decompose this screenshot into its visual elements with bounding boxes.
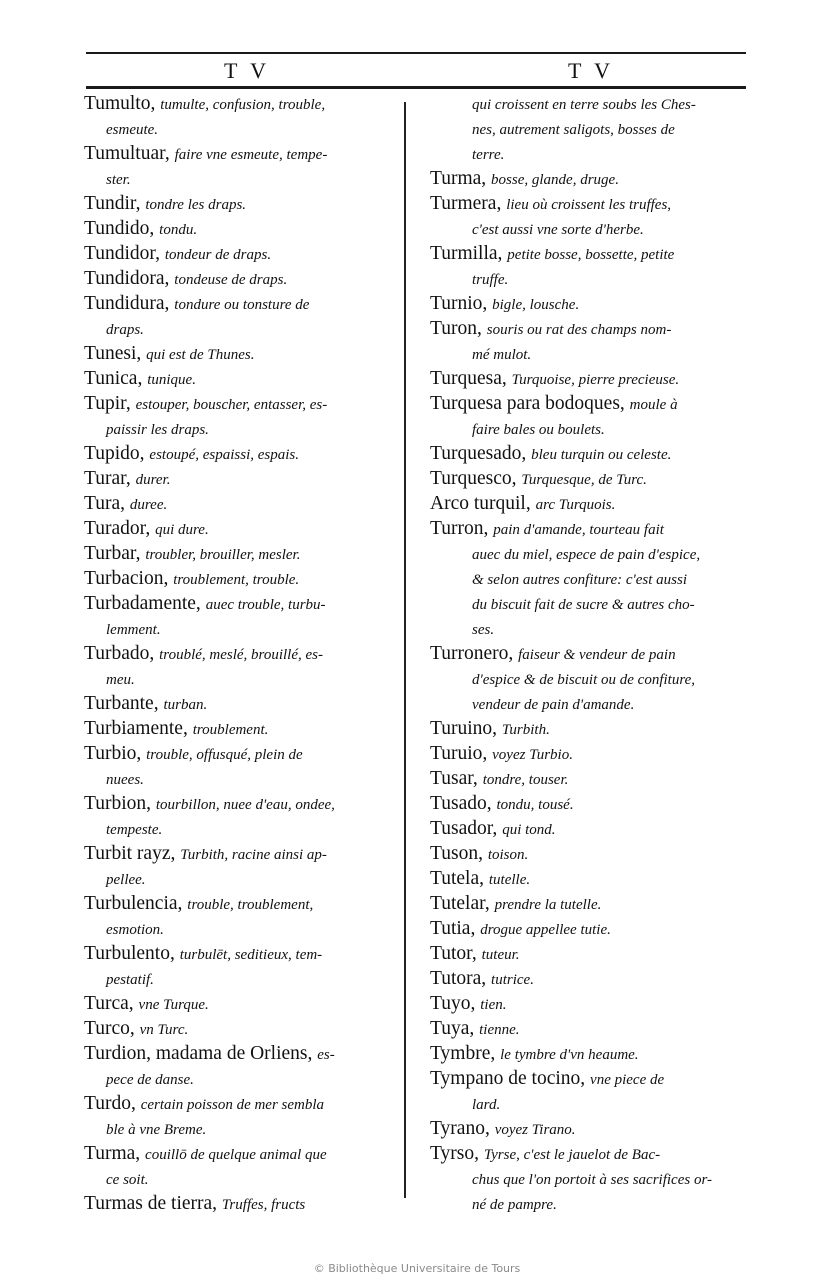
definition: nuees. <box>106 772 144 788</box>
headword: Turma, <box>430 168 487 189</box>
dictionary-entry-line <box>84 917 396 942</box>
dictionary-entry-line <box>84 117 396 142</box>
definition: auec du miel, espece de pain d'espice, <box>472 547 701 563</box>
dictionary-entry-line <box>430 192 742 217</box>
definition: Turbith, racine ainsi ap- <box>180 847 327 863</box>
dictionary-entry-line <box>84 292 396 317</box>
definition: pestatif. <box>106 972 154 988</box>
definition: qui croissent en terre soubs les Ches- <box>472 97 696 113</box>
definition: ster. <box>106 172 131 188</box>
definition: tondeuse de draps. <box>174 272 288 288</box>
dictionary-entry-line <box>430 267 742 292</box>
definition: qui est de Thunes. <box>146 347 255 363</box>
headword: Turdion, madama de Orliens, <box>84 1043 313 1064</box>
dictionary-entry-line <box>84 1117 396 1142</box>
definition: es- <box>317 1047 335 1063</box>
headword: Tunesi, <box>84 343 142 364</box>
definition: petite bosse, bossette, petite <box>507 247 675 263</box>
definition: truffe. <box>472 272 509 288</box>
dictionary-entry-line <box>84 792 396 817</box>
headword: Tupido, <box>84 443 145 464</box>
headword: Tutia, <box>430 918 476 939</box>
dictionary-entry-line <box>84 617 396 642</box>
headword: Turquesado, <box>430 443 527 464</box>
dictionary-entry-line <box>84 867 396 892</box>
definition: & selon autres confiture: c'est aussi <box>472 572 687 588</box>
dictionary-entry-line <box>84 1167 396 1192</box>
headword: Turquesa, <box>430 368 507 389</box>
dictionary-entry-line <box>84 192 396 217</box>
headword: Turronero, <box>430 643 514 664</box>
headword: Turbio, <box>84 743 142 764</box>
headword: Turquesco, <box>430 468 517 489</box>
dictionary-entry-line <box>84 842 396 867</box>
definition: Turquesque, de Turc. <box>521 472 647 488</box>
definition: trouble, offusqué, plein de <box>146 747 303 763</box>
definition: bigle, lousche. <box>492 297 580 313</box>
headword: Tymbre, <box>430 1043 496 1064</box>
dictionary-entry-line <box>84 317 396 342</box>
dictionary-entry-line <box>430 342 742 367</box>
headword: Tyrso, <box>430 1143 480 1164</box>
headword: Turnio, <box>430 293 488 314</box>
headword: Turbar, <box>84 543 141 564</box>
dictionary-entry-line <box>84 1017 396 1042</box>
headword: Turbadamente, <box>84 593 201 614</box>
dictionary-entry-line <box>430 92 742 117</box>
headword: Turron, <box>430 518 489 539</box>
definition: voyez Tirano. <box>494 1122 576 1138</box>
definition: vne piece de <box>590 1072 665 1088</box>
definition: turbulēt, seditieux, tem- <box>179 947 323 963</box>
definition: tutrice. <box>491 972 534 988</box>
dictionary-entry-line <box>84 942 396 967</box>
dictionary-entry-line <box>84 742 396 767</box>
dictionary-entry-line <box>430 167 742 192</box>
definition: arc Turquois. <box>535 497 616 513</box>
headword: Tutela, <box>430 868 484 889</box>
definition: vn Turc. <box>139 1022 189 1038</box>
definition: terre. <box>472 147 505 163</box>
dictionary-entry-line <box>430 892 742 917</box>
header-rule <box>86 86 746 89</box>
definition: lieu où croissent les truffes, <box>506 197 672 213</box>
headword: Tusar, <box>430 768 478 789</box>
headword: Tympano de tocino, <box>430 1068 586 1089</box>
headword: Tupir, <box>84 393 131 414</box>
headword: Turbulento, <box>84 943 175 964</box>
definition: meu. <box>106 672 135 688</box>
headword: Tuson, <box>430 843 483 864</box>
headword: Turbion, <box>84 793 152 814</box>
headword: Turbante, <box>84 693 159 714</box>
left-column <box>84 92 396 1217</box>
dictionary-entry-line <box>430 1092 742 1117</box>
definition: tumulte, confusion, trouble, <box>160 97 326 113</box>
dictionary-entry-line <box>430 317 742 342</box>
definition: d'espice & de biscuit ou de confiture, <box>472 672 696 688</box>
headword: Turon, <box>430 318 482 339</box>
dictionary-entry-line <box>430 392 742 417</box>
dictionary-entry-line <box>430 117 742 142</box>
definition: souris ou rat des champs nom- <box>486 322 672 338</box>
definition: mé mulot. <box>472 347 532 363</box>
copyright-footer: © Bibliothèque Universitaire de Tours <box>313 1262 521 1275</box>
dictionary-entry-line <box>84 92 396 117</box>
headword: Tusador, <box>430 818 498 839</box>
dictionary-entry-line <box>430 642 742 667</box>
dictionary-entry-line <box>84 142 396 167</box>
definition: drogue appellee tutie. <box>480 922 611 938</box>
dictionary-entry-line <box>84 467 396 492</box>
dictionary-entry-line <box>430 417 742 442</box>
dictionary-entry-line <box>84 1042 396 1067</box>
definition: esmotion. <box>106 922 164 938</box>
dictionary-entry-line <box>430 292 742 317</box>
headword: Tusado, <box>430 793 492 814</box>
dictionary-entry-line <box>430 217 742 242</box>
dictionary-entry-line <box>84 542 396 567</box>
dictionary-entry-line <box>84 967 396 992</box>
dictionary-entry-line <box>84 492 396 517</box>
definition: durer. <box>135 472 171 488</box>
definition: duree. <box>129 497 168 513</box>
definition: qui dure. <box>155 522 209 538</box>
headword: Turbulencia, <box>84 893 183 914</box>
dictionary-entry-line <box>430 1017 742 1042</box>
right-column <box>430 92 742 1217</box>
definition: couillō de quelque animal que <box>145 1147 327 1163</box>
definition: bleu turquin ou celeste. <box>531 447 672 463</box>
definition: chus que l'on portoit à ses sacrifices or- <box>472 1172 712 1188</box>
dictionary-entry-line <box>430 1167 742 1192</box>
running-header-right: T V <box>568 58 615 83</box>
definition: qui tond. <box>502 822 556 838</box>
dictionary-entry-line <box>84 892 396 917</box>
dictionary-entry-line <box>84 692 396 717</box>
dictionary-entry-line <box>430 867 742 892</box>
definition: troublé, meslé, brouillé, es- <box>159 647 323 663</box>
dictionary-entry-line <box>430 1192 742 1217</box>
dictionary-entry-line <box>430 792 742 817</box>
dictionary-entry-line <box>84 1067 396 1092</box>
definition: pain d'amande, tourteau fait <box>493 522 664 538</box>
definition: faire vne esmeute, tempe- <box>174 147 328 163</box>
headword: Tuyo, <box>430 993 476 1014</box>
definition: esmeute. <box>106 122 159 138</box>
definition: troubler, brouiller, mesler. <box>145 547 301 563</box>
definition: estouper, bouscher, entasser, es- <box>135 397 328 413</box>
dictionary-entry-line <box>430 767 742 792</box>
dictionary-entry-line <box>430 1142 742 1167</box>
definition: vne Turque. <box>138 997 209 1013</box>
headword: Tura, <box>84 493 125 514</box>
definition: tutelle. <box>488 872 531 888</box>
definition: estoupé, espaissi, espais. <box>149 447 299 463</box>
dictionary-entry-line <box>84 517 396 542</box>
dictionary-entry-line <box>84 667 396 692</box>
definition: tourbillon, nuee d'eau, ondee, <box>155 797 335 813</box>
definition: tunique. <box>147 372 196 388</box>
dictionary-entry-line <box>84 442 396 467</box>
dictionary-entry-line <box>430 817 742 842</box>
dictionary-entry-line <box>84 567 396 592</box>
definition: tondre les draps. <box>145 197 247 213</box>
headword: Turbiamente, <box>84 718 188 739</box>
dictionary-entry-line <box>430 1067 742 1092</box>
dictionary-entry-line <box>84 1092 396 1117</box>
headword: Turbado, <box>84 643 155 664</box>
definition: faiseur & vendeur de pain <box>518 647 676 663</box>
headword: Tundidor, <box>84 243 160 264</box>
headword: Tundir, <box>84 193 141 214</box>
dictionary-entry-line <box>84 642 396 667</box>
running-header-left: T V <box>224 58 271 83</box>
headword: Turco, <box>84 1018 135 1039</box>
definition: voyez Turbio. <box>492 747 573 763</box>
dictionary-entry-line <box>430 467 742 492</box>
dictionary-entry-line <box>84 592 396 617</box>
definition: pece de danse. <box>106 1072 194 1088</box>
definition: le tymbre d'vn heaume. <box>500 1047 639 1063</box>
definition: ses. <box>472 622 495 638</box>
headword: Turdo, <box>84 1093 136 1114</box>
definition: vendeur de pain d'amande. <box>472 697 635 713</box>
dictionary-entry-line <box>84 392 396 417</box>
definition: tondu. <box>159 222 198 238</box>
definition: lard. <box>472 1097 501 1113</box>
definition: Truffes, fructs <box>221 1197 306 1213</box>
dictionary-entry-line <box>430 942 742 967</box>
definition: pellee. <box>106 872 146 888</box>
dictionary-entry-line <box>84 242 396 267</box>
dictionary-entry-line <box>430 592 742 617</box>
definition: prendre la tutelle. <box>494 897 602 913</box>
dictionary-entry-line <box>430 742 742 767</box>
definition: certain poisson de mer sembla <box>140 1097 325 1113</box>
headword: Turador, <box>84 518 151 539</box>
definition: Turbith. <box>501 722 550 738</box>
dictionary-entry-line <box>430 992 742 1017</box>
dictionary-entry-line <box>430 1042 742 1067</box>
dictionary-entry-line <box>430 517 742 542</box>
definition: né de pampre. <box>472 1197 557 1213</box>
dictionary-entry-line <box>430 667 742 692</box>
dictionary-entry-line <box>84 817 396 842</box>
definition: nes, autrement saligots, bosses de <box>472 122 675 138</box>
dictionary-entry-line <box>430 1117 742 1142</box>
definition: bosse, glande, druge. <box>491 172 619 188</box>
definition: tempeste. <box>106 822 163 838</box>
definition: faire bales ou boulets. <box>472 422 605 438</box>
definition: trouble, troublement, <box>187 897 314 913</box>
dictionary-entry-line <box>84 367 396 392</box>
dictionary-entry-line <box>430 142 742 167</box>
definition: troublement, trouble. <box>173 572 300 588</box>
headword: Turca, <box>84 993 134 1014</box>
definition: toison. <box>487 847 529 863</box>
dictionary-entry-line <box>430 242 742 267</box>
headword: Turmilla, <box>430 243 503 264</box>
top-rule <box>86 52 746 54</box>
definition: Turquoise, pierre precieuse. <box>511 372 680 388</box>
definition: Tyrse, c'est le jauelot de Bac- <box>483 1147 661 1163</box>
definition: tien. <box>480 997 507 1013</box>
dictionary-entry-line <box>430 617 742 642</box>
dictionary-entry-line <box>84 267 396 292</box>
definition: tienne. <box>479 1022 520 1038</box>
definition: ce soit. <box>106 1172 149 1188</box>
definition: tondure ou tonsture de <box>174 297 310 313</box>
headword: Turmas de tierra, <box>84 1193 218 1214</box>
dictionary-entry-line <box>430 917 742 942</box>
dictionary-entry-line <box>430 492 742 517</box>
dictionary-entry-line <box>84 767 396 792</box>
definition: paissir les draps. <box>106 422 209 438</box>
definition: du biscuit fait de sucre & autres cho- <box>472 597 695 613</box>
headword: Arco turquil, <box>430 493 531 514</box>
definition: moule à <box>629 397 678 413</box>
dictionary-entry-line <box>430 567 742 592</box>
headword: Turmera, <box>430 193 502 214</box>
headword: Turquesa para bodoques, <box>430 393 625 414</box>
definition: tondre, touser. <box>482 772 569 788</box>
definition: draps. <box>106 322 144 338</box>
definition: c'est aussi vne sorte d'herbe. <box>472 222 644 238</box>
column-divider <box>404 102 406 1198</box>
headword: Turuio, <box>430 743 488 764</box>
headword: Turma, <box>84 1143 141 1164</box>
headword: Tutelar, <box>430 893 490 914</box>
dictionary-entry-line <box>430 842 742 867</box>
headword: Turar, <box>84 468 131 489</box>
headword: Tundidura, <box>84 293 170 314</box>
headword: Turuino, <box>430 718 498 739</box>
headword: Tundidora, <box>84 268 170 289</box>
dictionary-entry-line <box>84 992 396 1017</box>
dictionary-entry-line <box>84 1142 396 1167</box>
headword: Tumultuar, <box>84 143 170 164</box>
dictionary-entry-line <box>430 442 742 467</box>
dictionary-entry-line <box>430 967 742 992</box>
headword: Tuya, <box>430 1018 475 1039</box>
dictionary-entry-line <box>84 167 396 192</box>
definition: turban. <box>163 697 208 713</box>
headword: Tutor, <box>430 943 477 964</box>
definition: tondu, tousé. <box>496 797 574 813</box>
dictionary-entry-line <box>84 717 396 742</box>
dictionary-entry-line <box>84 342 396 367</box>
headword: Tundido, <box>84 218 155 239</box>
dictionary-entry-line <box>430 717 742 742</box>
dictionary-entry-line <box>430 542 742 567</box>
definition: tuteur. <box>481 947 520 963</box>
headword: Tumulto, <box>84 93 156 114</box>
headword: Tunica, <box>84 368 143 389</box>
headword: Tutora, <box>430 968 487 989</box>
dictionary-entry-line <box>84 217 396 242</box>
definition: lemment. <box>106 622 161 638</box>
dictionary-entry-line <box>84 417 396 442</box>
definition: tondeur de draps. <box>164 247 272 263</box>
dictionary-entry-line <box>430 367 742 392</box>
definition: ble à vne Breme. <box>106 1122 207 1138</box>
dictionary-entry-line <box>430 692 742 717</box>
definition: auec trouble, turbu- <box>205 597 326 613</box>
dictionary-entry-line <box>84 1192 396 1217</box>
headword: Turbacion, <box>84 568 169 589</box>
definition: troublement. <box>192 722 269 738</box>
headword: Tyrano, <box>430 1118 490 1139</box>
headword: Turbit rayz, <box>84 843 176 864</box>
